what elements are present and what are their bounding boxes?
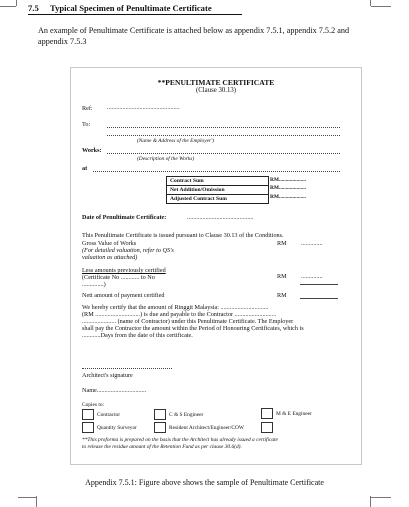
crop-mark-top-left-h	[0, 6, 16, 7]
certificate-image	[70, 67, 362, 465]
gross-dots: ..............	[301, 240, 323, 247]
works-line	[107, 153, 340, 154]
ref-label: Ref:	[82, 105, 93, 112]
intro-paragraph: An example of Penultimate Certificate is attached below as appendix 7.5.1, appendix 7.5.2 and appendix 7.5.3	[38, 26, 350, 46]
crop-mark-bottom-right-h	[371, 497, 391, 498]
footnote-line-2: to release the residue amount of the Retention Fund as per clause 30.6(d).	[82, 444, 242, 450]
name-label: Name................................	[82, 387, 147, 394]
at-line	[93, 171, 340, 172]
rm-net: RM....................	[270, 185, 306, 191]
to-line-1	[107, 127, 340, 128]
to-label: To:	[82, 121, 91, 128]
gross-label: Gross Value of Works	[82, 240, 137, 247]
to-line-2	[107, 135, 340, 136]
less-label-1: Less amounts previously certified	[82, 267, 166, 274]
figure-caption: Appendix 7.5.1: Figure above shows the sample of Penultimate Certificate	[85, 478, 324, 487]
net-label: Nett amount of payment certified	[82, 292, 165, 299]
gross-hint-2: valuation as attached)	[82, 254, 138, 261]
issued-text: This Penultimate Certificate is issued pursuant to Clause 30.13 of the Conditions.	[82, 232, 284, 239]
copy-label-quantity-surveyor: Quantity Surveyor	[97, 425, 137, 431]
name-address-hint: (Name & Address of the Employer')	[137, 138, 215, 144]
gross-hint-1: (For detailed valuation, refer to QS's	[82, 247, 174, 254]
copy-label-me-engineer: M & E Engineer	[276, 411, 312, 417]
copy-label-resident-architect: Resident Architect/Engineer/COW	[169, 425, 244, 431]
signature-label: Architect's signature	[82, 372, 133, 379]
date-label: Date of Penultimate Certificate:	[82, 214, 167, 221]
less-dots: ..............	[301, 273, 323, 280]
certificate-title: **PENULTIMATE CERTIFICATE	[157, 78, 275, 87]
sum-row-net: Net Addition/Omission	[167, 186, 268, 195]
gross-rm: RM	[277, 240, 287, 247]
section-heading	[28, 3, 212, 13]
crop-mark-top-left-v	[16, 0, 17, 6]
certify-line-4: shall pay the Contractor the amount within the Period of Honouring Certificates, which is	[82, 325, 304, 332]
copy-checkbox-other[interactable]	[261, 422, 273, 433]
copy-checkbox-resident-architect[interactable]	[154, 422, 166, 433]
rm-adjusted: RM....................	[270, 194, 306, 200]
ref-dots: ...............................................	[107, 104, 180, 111]
certify-line-2: (RM .............................) is due and payable to the Contractor ...........................	[82, 311, 277, 318]
copy-checkbox-me-engineer[interactable]	[261, 408, 273, 419]
section-title: Typical Specimen of Penultimate Certificate	[50, 3, 212, 13]
less-rm: RM	[277, 273, 287, 280]
rm-contract: RM....................	[270, 177, 306, 183]
copy-label-contractor: Contractor	[97, 412, 121, 418]
date-dots: ...........................................	[187, 214, 254, 221]
copy-checkbox-quantity-surveyor[interactable]	[82, 422, 94, 433]
heading-underline	[28, 14, 242, 15]
certify-line-1: We hereby certify that the amount of Ringgit Malaysia: ...............................	[82, 304, 269, 311]
works-label: Works:	[82, 147, 102, 154]
sum-row-adjusted: Adjusted Contract Sum	[170, 196, 227, 202]
net-underline	[300, 298, 338, 299]
section-number: 7.5	[28, 3, 39, 13]
sum-row-contract: Contract Sum	[167, 177, 268, 186]
less-underline	[300, 284, 338, 285]
certificate-clause: (Clause 30.13)	[195, 87, 237, 94]
crop-mark-bottom-left-h	[18, 497, 36, 498]
signature-line	[82, 368, 172, 369]
copy-checkbox-cs-engineer[interactable]	[154, 409, 166, 420]
crop-mark-bottom-left-v	[36, 496, 37, 507]
footnote-line-1: **This proforma is prepared on the basis that the Architect has already issued a certificate	[82, 437, 278, 443]
contract-sum-table	[166, 176, 269, 204]
certify-line-5: ............Days from the date of this certificate.	[82, 332, 193, 339]
less-label-2: (Certificate No ............ to No	[82, 274, 155, 281]
copy-label-cs-engineer: C & S Engineer	[169, 412, 204, 418]
at-label: at	[82, 165, 88, 172]
less-label-3: ..............)	[82, 281, 106, 288]
copies-label: Copies to:	[82, 402, 105, 408]
certify-line-3: ...................... (name of Contractor) under this Penultimate Certificate. The Employer	[82, 318, 294, 325]
net-rm: RM	[277, 292, 287, 299]
crop-mark-top-right-h	[371, 6, 391, 7]
works-hint: (Description of the Works)	[137, 156, 195, 162]
copy-checkbox-contractor[interactable]	[82, 409, 94, 420]
